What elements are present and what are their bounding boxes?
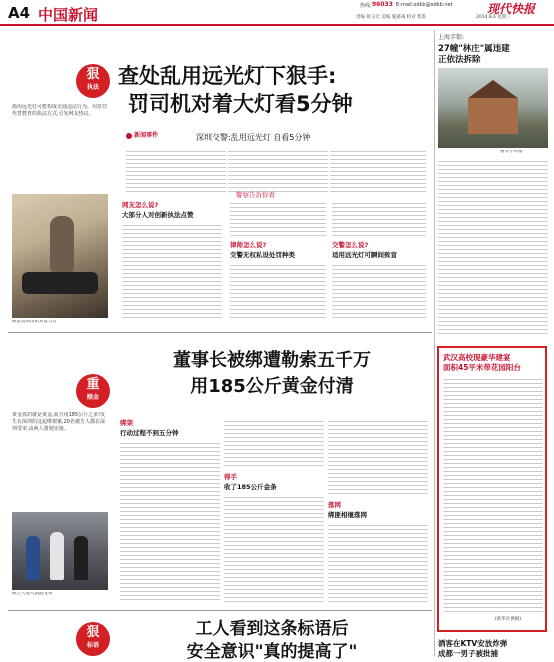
story2-photo-caption: 被告人进入法庭受审 bbox=[12, 592, 53, 596]
story1-headline-line2: 罚司机对着大灯看5分钟 bbox=[128, 92, 353, 116]
story3-headline-line1: 工人看到这条标语后 bbox=[195, 619, 349, 639]
story2-sub1: 绑架 bbox=[120, 419, 133, 427]
netizen-sub1: 大部分人对创新执法点赞 bbox=[122, 211, 194, 219]
car-headlight bbox=[22, 272, 98, 294]
sidebar-title-line2: 正依法拆除 bbox=[438, 55, 481, 65]
story1-stamp bbox=[76, 64, 110, 98]
story1-photo bbox=[12, 194, 108, 318]
story2-body-col4 bbox=[328, 418, 428, 496]
highlight-body bbox=[443, 376, 543, 612]
story2-headline-line2: 用185公斤黄金付清 bbox=[190, 376, 354, 397]
story3-stamp bbox=[76, 622, 110, 656]
story1-body-col4 bbox=[122, 222, 222, 318]
hotline-label: 热线: bbox=[360, 3, 372, 9]
sidebar-bottom-title-line1: 洒客在KTV安放炸弹 bbox=[438, 639, 508, 648]
header-rule bbox=[0, 24, 554, 26]
story2-sub2: 得手 bbox=[224, 473, 237, 481]
villa-roof bbox=[462, 80, 524, 98]
story2-sub1b: 行动过程不到五分钟 bbox=[120, 429, 179, 437]
story1-body-col6 bbox=[230, 262, 326, 318]
section-title: 中国新闻 bbox=[38, 6, 99, 24]
highlight-title-line2: 面积45平米带花园阳台 bbox=[443, 363, 521, 372]
story1-lead: 滥用远光灯可能构成交通违法行为。用惩罚代替教育的执法方式,引发网友热议。 bbox=[12, 104, 108, 117]
divider-story1 bbox=[8, 332, 432, 333]
story1-body-col8 bbox=[332, 262, 426, 318]
police-sub: 适用远光灯可瞬间致盲 bbox=[332, 251, 397, 259]
story2-stamp-sub: 赎金 bbox=[86, 394, 99, 401]
news-tag-label: 新闻事件 bbox=[134, 132, 159, 139]
story2-photo bbox=[12, 512, 108, 590]
page-header bbox=[0, 0, 554, 26]
issue-date: 2014.8.6 星期三 bbox=[476, 15, 511, 20]
police-head: 交警怎么说? bbox=[332, 241, 369, 249]
lawyer-head: 律师怎么说? bbox=[230, 241, 267, 249]
story1-photo-caption: 被惩罚的司机对着大灯 bbox=[12, 320, 57, 324]
editor-credits: 责编 蔡玉宏 美编 施嘉彧 校对 程鉴 bbox=[356, 15, 427, 20]
sidebar-bottom-title-line2: 成都一男子被批捕 bbox=[438, 649, 498, 658]
highlight-box bbox=[437, 346, 547, 632]
story2-headline-line1: 董事长被绑遭勒索五千万 bbox=[173, 350, 371, 371]
news-tag-icon bbox=[126, 133, 132, 139]
story1-body-col5 bbox=[230, 200, 326, 238]
story1-stamp-char: 狠 bbox=[86, 67, 100, 82]
story3-stamp-sub: 标语 bbox=[86, 642, 99, 649]
defendant-2 bbox=[50, 532, 64, 580]
masthead: 现代快报 bbox=[487, 2, 536, 16]
page-label: A4 bbox=[8, 4, 31, 22]
story1-body-col2 bbox=[228, 148, 328, 192]
story2-stamp-char: 重 bbox=[86, 377, 100, 392]
sidebar-photo bbox=[438, 68, 548, 148]
story3-stamp-char: 狠 bbox=[86, 625, 100, 640]
story1-body-col3 bbox=[330, 148, 426, 192]
villa-body bbox=[468, 98, 518, 134]
hotline-number: 96033 bbox=[372, 1, 393, 8]
defendant-1 bbox=[26, 536, 40, 580]
story3-headline-line2: 安全意识"真的提高了" bbox=[186, 642, 358, 662]
story1-body-col1 bbox=[126, 148, 226, 192]
story2-body-col1 bbox=[120, 440, 220, 602]
sidebar-title-line1: 27幢"林庄"属违建 bbox=[438, 44, 510, 54]
story2-stamp bbox=[76, 374, 110, 408]
story1-stamp-sub: 执法 bbox=[86, 84, 99, 91]
news-tag bbox=[126, 130, 158, 139]
story2-body-col3 bbox=[224, 494, 324, 602]
expert-tag: 警察告诉你看 bbox=[236, 191, 275, 199]
sidebar-kicker: 上海弄街: bbox=[438, 34, 465, 41]
story2-sub3b: 绑匪相继落网 bbox=[328, 511, 367, 519]
defendant-3 bbox=[74, 536, 88, 580]
sidebar-divider bbox=[434, 30, 435, 656]
story1-headline-line1: 查处乱用远光灯下狠手: bbox=[118, 64, 337, 88]
story2-lead: 黄金真的就是黄金,而且用185公斤之多!发生在深圳的这起绑架案,20名被告人都在深圳受审,由两人策划实施。 bbox=[12, 412, 106, 432]
email: E-mail:xdkb@xdkb.net bbox=[396, 2, 453, 8]
story2-body-col5 bbox=[328, 522, 428, 602]
story1-subhead: 深圳交警:乱用远光灯 自看5分钟 bbox=[196, 133, 311, 142]
person-figure bbox=[50, 216, 74, 272]
sidebar-photo-caption: 豪华小木楼 bbox=[500, 150, 523, 154]
sidebar-body1 bbox=[438, 158, 548, 334]
story2-sub3: 落网 bbox=[328, 501, 341, 509]
story1-body-col7 bbox=[332, 200, 426, 238]
highlight-title-line1: 武汉高校现豪华建宴 bbox=[443, 353, 511, 362]
divider-story2 bbox=[8, 610, 432, 611]
story2-sub2b: 收了185公斤金条 bbox=[224, 483, 277, 491]
lawyer-sub: 交警无权私设处罚种类 bbox=[230, 251, 295, 259]
story2-body-col2 bbox=[224, 418, 324, 468]
netizen-head1: 网友怎么说? bbox=[122, 201, 159, 209]
highlight-signature: (新华社供稿) bbox=[495, 617, 522, 622]
